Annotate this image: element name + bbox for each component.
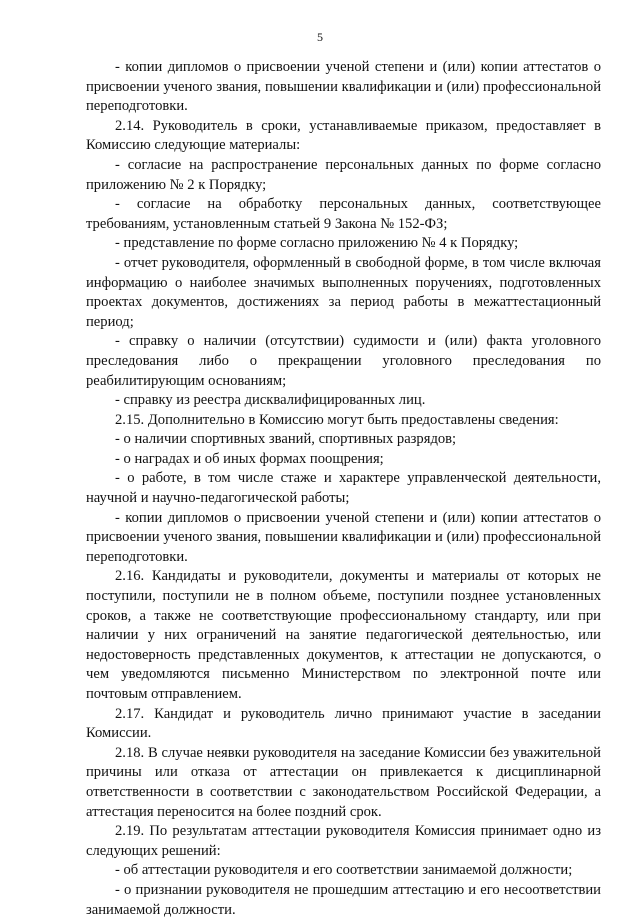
paragraph-2-17: 2.17. Кандидат и руководитель лично принимают участие в заседании Комиссии. [86,705,601,742]
list-item-consent-distribution: - согласие на распространение персональных данных по форме согласно приложению № 2 к Порядку; [86,156,601,193]
list-item-decision-not-certified: - о признании руководителя не прошедшим аттестацию и его несоответствии занимаемой должности. [86,881,601,918]
paragraph-2-19: 2.19. По результатам аттестации руководителя Комиссия принимает одно из следующих решений: [86,823,601,859]
paragraph-2-14: 2.14. Руководитель в сроки, устанавливаемые приказом, предоставляет в Комиссию следующие материалы: [86,117,601,154]
list-item-criminal-record: - справку о наличии (отсутствии) судимости и (или) факта уголовного преследования либо о прекращении уголовного преследования по реабилитирующим основаниям; [86,333,601,389]
list-item-diplomas-copies: - копии дипломов о присвоении ученой степени и (или) копии аттестатов о присвоении ученого звания, повышении квалификации и (или) профессиональной переподготовки. [86,509,601,565]
list-item-decision-certified: - об аттестации руководителя и его соответствии занимаемой должности; [115,862,573,879]
list-item-report: - отчет руководителя, оформленный в свободной форме, в том числе включая информацию о наиболее значимых выполненных поручениях, подготовленных проектах документов, достижениях за период работы в межаттестационный период; [86,254,601,330]
list-item-consent-processing: - согласие на обработку персональных данных, соответствующее требованиям, установленным статьей 9 Закона № 152-ФЗ; [86,196,601,232]
list-item-awards: - о наградах и об иных формах поощрения; [115,450,384,467]
paragraph-2-18: 2.18. В случае неявки руководителя на заседание Комиссии без уважительной причины или отказа от аттестации он привлекается к дисциплинарной ответственности в соответствии с законодательством Российской Федерации, а аттестация переносится на более поздний срок. [86,744,601,820]
paragraph-2-16: 2.16. Кандидаты и руководители, документы и материалы от которых не поступили, поступили не в полном объеме, поступили позднее установленных сроков, а также не соответствующие профессиональному стандарту, или при наличии у них ограничений на занятие педагогической деятельностью, или недостоверность представленных документов, к аттестации не допускаются, о чем уведомляются письменно Министерством по электронной почте или почтовым отправлением. [86,568,601,702]
paragraph-diplomas-copies: - копии дипломов о присвоении ученой степени и (или) копии аттестатов о присвоении ученого звания, повышении квалификации и (или) профессиональной переподготовки. [86,59,601,115]
list-item-representation: - представление по форме согласно приложению № 4 к Порядку; [115,235,519,252]
list-item-disqualified-registry: - справку из реестра дисквалифицированных лиц. [115,392,426,409]
page-number: 5 [317,30,323,44]
list-item-sports-titles: - о наличии спортивных званий, спортивных разрядов; [115,431,457,448]
document-body [86,58,601,920]
paragraph-2-15: 2.15. Дополнительно в Комиссию могут быть предоставлены сведения: [115,411,559,428]
list-item-work-experience: - о работе, в том числе стаже и характере управленческой деятельности, научной и научно-педагогической работы; [86,470,601,507]
